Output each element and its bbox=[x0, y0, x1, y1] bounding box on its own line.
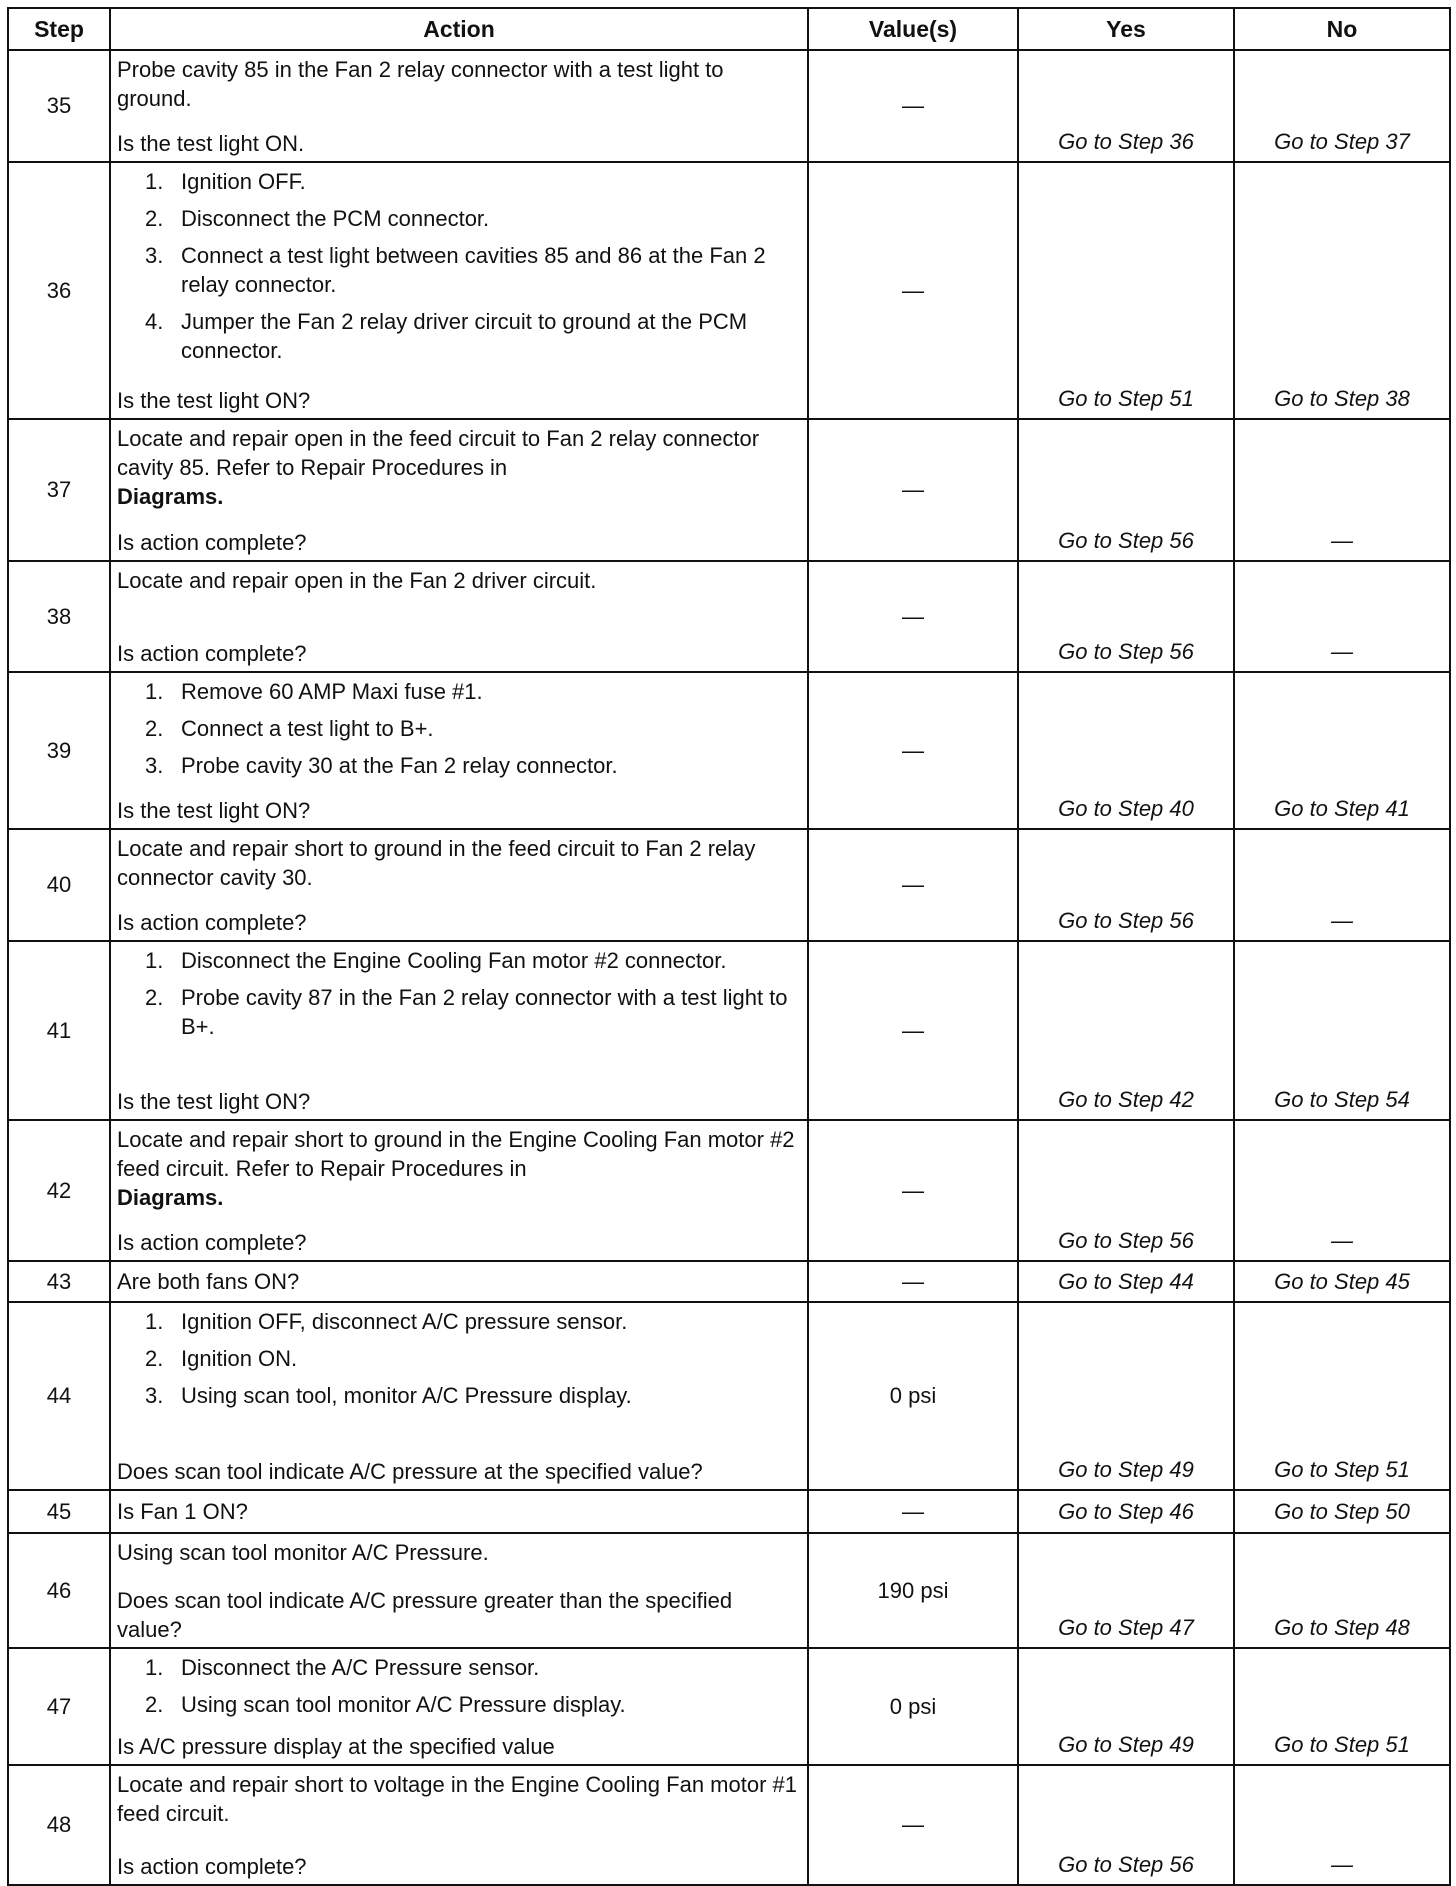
action-cell bbox=[110, 162, 808, 419]
table-row bbox=[8, 829, 1450, 941]
action-text: Locate and repair short to ground in the feed circuit to Fan 2 relay connector cavity 30. bbox=[117, 836, 756, 890]
value-cell: — bbox=[808, 1765, 1018, 1885]
no-goto: Go to Step 54 bbox=[1234, 941, 1450, 1120]
no-goto: Go to Step 51 bbox=[1234, 1648, 1450, 1765]
action-cell bbox=[110, 1120, 808, 1261]
header-no: No bbox=[1234, 8, 1450, 50]
action-question: Are both fans ON? bbox=[117, 1269, 300, 1294]
table-row bbox=[8, 672, 1450, 829]
step-number: 38 bbox=[8, 561, 110, 672]
step-number: 46 bbox=[8, 1533, 110, 1648]
yes-goto: Go to Step 44 bbox=[1018, 1261, 1234, 1302]
action-cell bbox=[110, 419, 808, 561]
action-question: Is Fan 1 ON? bbox=[117, 1499, 248, 1524]
list-item: 2. Using scan tool monitor A/C Pressure display. bbox=[145, 1692, 626, 1717]
no-goto: Go to Step 45 bbox=[1234, 1261, 1450, 1302]
list-item: 1. Remove 60 AMP Maxi fuse #1. bbox=[145, 679, 483, 704]
table-row bbox=[8, 1648, 1450, 1765]
yes-goto: Go to Step 47 bbox=[1018, 1533, 1234, 1648]
step-number: 39 bbox=[8, 672, 110, 829]
yes-goto: Go to Step 56 bbox=[1018, 561, 1234, 672]
step-number: 40 bbox=[8, 829, 110, 941]
yes-goto: Go to Step 56 bbox=[1018, 419, 1234, 561]
action-cell bbox=[110, 672, 808, 829]
action-question: Is action complete? bbox=[117, 530, 307, 555]
value-cell: — bbox=[808, 419, 1018, 561]
value-cell: — bbox=[808, 1261, 1018, 1302]
list-item: 2. Disconnect the PCM connector. bbox=[145, 206, 490, 231]
header-row bbox=[8, 8, 1450, 50]
action-question: Is the test light ON? bbox=[117, 388, 311, 413]
yes-goto: Go to Step 56 bbox=[1018, 1120, 1234, 1261]
step-number: 36 bbox=[8, 162, 110, 419]
action-question: Does scan tool indicate A/C pressure greater than the specified value? bbox=[117, 1588, 733, 1642]
action-text: Locate and repair open in the Fan 2 driver circuit. bbox=[117, 568, 597, 593]
yes-goto: Go to Step 46 bbox=[1018, 1490, 1234, 1533]
yes-goto: Go to Step 56 bbox=[1018, 1765, 1234, 1885]
table-row bbox=[8, 1533, 1450, 1648]
table-row bbox=[8, 50, 1450, 162]
value-cell: 0 psi bbox=[808, 1648, 1018, 1765]
step-number: 37 bbox=[8, 419, 110, 561]
value-cell: — bbox=[808, 672, 1018, 829]
list-item: 1. Ignition OFF. bbox=[145, 169, 306, 194]
action-steps-list bbox=[117, 167, 801, 373]
table-row bbox=[8, 561, 1450, 672]
value-cell: — bbox=[808, 50, 1018, 162]
list-item: 2. Connect a test light to B+. bbox=[145, 716, 434, 741]
value-cell: 190 psi bbox=[808, 1533, 1018, 1648]
yes-goto: Go to Step 51 bbox=[1018, 162, 1234, 419]
yes-goto: Go to Step 40 bbox=[1018, 672, 1234, 829]
action-question: Is action complete? bbox=[117, 641, 307, 666]
value-cell: 0 psi bbox=[808, 1302, 1018, 1490]
action-cell bbox=[110, 941, 808, 1120]
no-goto: Go to Step 41 bbox=[1234, 672, 1450, 829]
action-text: Probe cavity 85 in the Fan 2 relay connector with a test light to ground. bbox=[117, 57, 724, 111]
list-item: 4. Jumper the Fan 2 relay driver circuit to ground at the PCM connector. bbox=[145, 309, 748, 363]
no-goto: — bbox=[1234, 829, 1450, 941]
table-row bbox=[8, 941, 1450, 1120]
step-number: 44 bbox=[8, 1302, 110, 1490]
no-goto: Go to Step 48 bbox=[1234, 1533, 1450, 1648]
no-goto: — bbox=[1234, 1120, 1450, 1261]
header-action: Action bbox=[110, 8, 808, 50]
no-goto: Go to Step 50 bbox=[1234, 1490, 1450, 1533]
no-goto: — bbox=[1234, 419, 1450, 561]
table-row bbox=[8, 1490, 1450, 1533]
list-item: 2. Ignition ON. bbox=[145, 1346, 298, 1371]
yes-goto: Go to Step 56 bbox=[1018, 829, 1234, 941]
action-cell bbox=[110, 1261, 808, 1302]
no-goto: Go to Step 37 bbox=[1234, 50, 1450, 162]
value-cell: — bbox=[808, 941, 1018, 1120]
table-row bbox=[8, 1120, 1450, 1261]
yes-goto: Go to Step 49 bbox=[1018, 1302, 1234, 1490]
step-number: 47 bbox=[8, 1648, 110, 1765]
action-text: Locate and repair short to ground in the Engine Cooling Fan motor #2 feed circuit. Refer to Repair Procedures in Diagrams. bbox=[117, 1127, 795, 1210]
step-number: 41 bbox=[8, 941, 110, 1120]
value-cell: — bbox=[808, 561, 1018, 672]
value-cell: — bbox=[808, 1120, 1018, 1261]
value-cell: — bbox=[808, 829, 1018, 941]
header-step: Step bbox=[8, 8, 110, 50]
action-cell bbox=[110, 1302, 808, 1490]
action-question: Is action complete? bbox=[117, 1854, 307, 1879]
action-text: Locate and repair open in the feed circuit to Fan 2 relay connector cavity 85. Refer to Repair Procedures in Diagrams. bbox=[117, 426, 760, 509]
header-values: Value(s) bbox=[808, 8, 1018, 50]
action-question: Is action complete? bbox=[117, 1230, 307, 1255]
action-cell bbox=[110, 50, 808, 162]
list-item: 1. Disconnect the Engine Cooling Fan motor #2 connector. bbox=[145, 948, 727, 973]
table-row bbox=[8, 162, 1450, 419]
action-text: Locate and repair short to voltage in the Engine Cooling Fan motor #1 feed circuit. bbox=[117, 1772, 797, 1826]
action-question: Is A/C pressure display at the specified value bbox=[117, 1734, 555, 1759]
diagrams-reference: Diagrams. bbox=[117, 484, 224, 509]
diagnostic-step-table bbox=[7, 7, 1451, 1886]
no-goto: — bbox=[1234, 561, 1450, 672]
action-steps-list bbox=[117, 946, 801, 1049]
list-item: 3. Probe cavity 30 at the Fan 2 relay connector. bbox=[145, 753, 618, 778]
list-item: 3. Connect a test light between cavities 85 and 86 at the Fan 2 relay connector. bbox=[145, 243, 766, 297]
header-yes: Yes bbox=[1018, 8, 1234, 50]
yes-goto: Go to Step 36 bbox=[1018, 50, 1234, 162]
action-cell bbox=[110, 829, 808, 941]
action-cell bbox=[110, 1765, 808, 1885]
yes-goto: Go to Step 42 bbox=[1018, 941, 1234, 1120]
step-number: 45 bbox=[8, 1490, 110, 1533]
action-cell bbox=[110, 1648, 808, 1765]
action-cell bbox=[110, 561, 808, 672]
list-item: 2. Probe cavity 87 in the Fan 2 relay connector with a test light to B+. bbox=[145, 985, 788, 1039]
action-steps-list bbox=[117, 677, 801, 788]
list-item: 3. Using scan tool, monitor A/C Pressure display. bbox=[145, 1383, 632, 1408]
step-number: 48 bbox=[8, 1765, 110, 1885]
action-steps-list bbox=[117, 1307, 801, 1418]
no-goto: — bbox=[1234, 1765, 1450, 1885]
value-cell: — bbox=[808, 162, 1018, 419]
step-number: 42 bbox=[8, 1120, 110, 1261]
table-row bbox=[8, 1261, 1450, 1302]
yes-goto: Go to Step 49 bbox=[1018, 1648, 1234, 1765]
step-number: 43 bbox=[8, 1261, 110, 1302]
action-steps-list bbox=[117, 1653, 801, 1727]
action-question: Is the test light ON. bbox=[117, 131, 305, 156]
table-row bbox=[8, 419, 1450, 561]
action-question: Is action complete? bbox=[117, 910, 307, 935]
no-goto: Go to Step 51 bbox=[1234, 1302, 1450, 1490]
list-item: 1. Ignition OFF, disconnect A/C pressure sensor. bbox=[145, 1309, 628, 1334]
table-row bbox=[8, 1302, 1450, 1490]
list-item: 1. Disconnect the A/C Pressure sensor. bbox=[145, 1655, 540, 1680]
value-cell: — bbox=[808, 1490, 1018, 1533]
diagnostic-table-document bbox=[7, 7, 1449, 1879]
no-goto: Go to Step 38 bbox=[1234, 162, 1450, 419]
action-question: Is the test light ON? bbox=[117, 1089, 311, 1114]
diagrams-reference: Diagrams. bbox=[117, 1185, 224, 1210]
step-number: 35 bbox=[8, 50, 110, 162]
table-row bbox=[8, 1765, 1450, 1885]
action-cell bbox=[110, 1490, 808, 1533]
action-question: Does scan tool indicate A/C pressure at the specified value? bbox=[117, 1459, 703, 1484]
action-cell bbox=[110, 1533, 808, 1648]
action-question: Is the test light ON? bbox=[117, 798, 311, 823]
action-text: Using scan tool monitor A/C Pressure. bbox=[117, 1540, 489, 1565]
